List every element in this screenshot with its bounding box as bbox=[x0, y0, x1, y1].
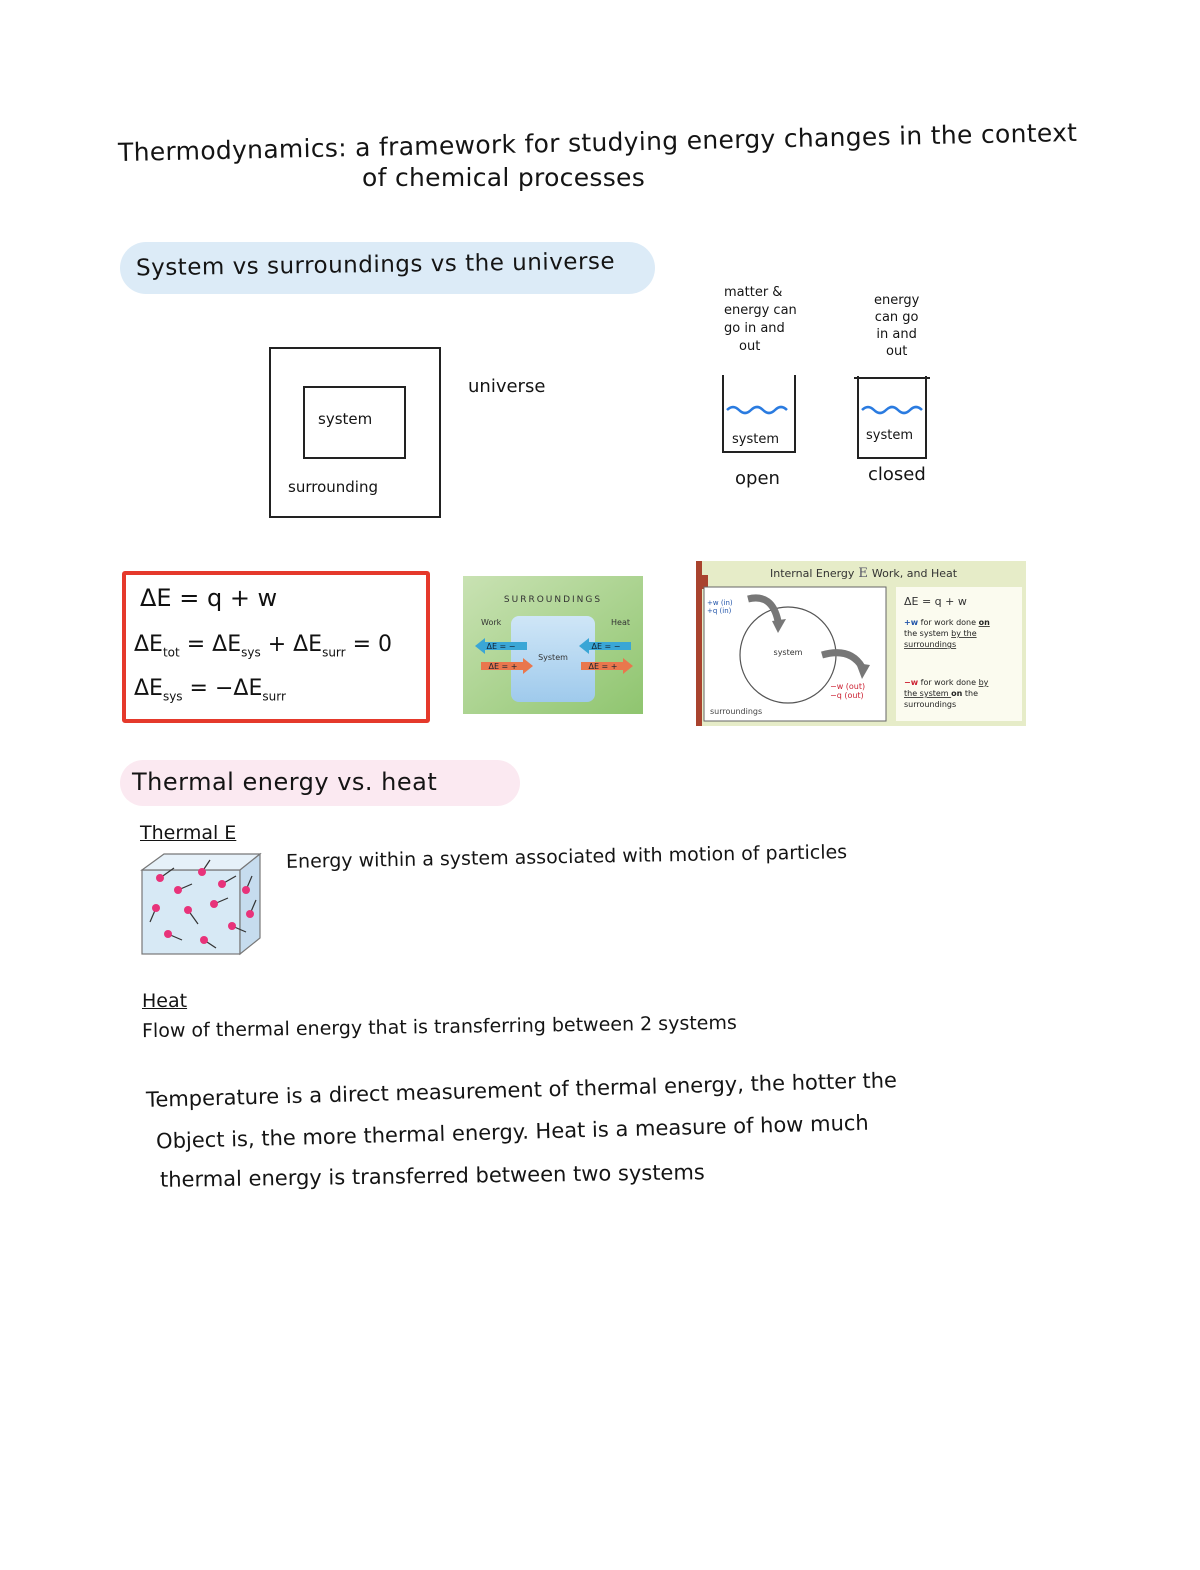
section-heading-thermal: Thermal energy vs. heat bbox=[132, 768, 438, 796]
ie-positive-line1 bbox=[904, 618, 990, 627]
ie-text: by bbox=[978, 678, 989, 687]
closed-note-line: energy bbox=[874, 293, 920, 308]
ie-title-e: E bbox=[858, 566, 868, 581]
page-title: Thermodynamics: a framework for studying energy changes in the context bbox=[117, 117, 1078, 168]
ie-text: by the bbox=[951, 629, 977, 638]
closed-note-line: in and bbox=[876, 327, 917, 342]
ie-text: for work done bbox=[918, 618, 979, 627]
open-note-line: go in and bbox=[724, 321, 785, 336]
ie-title-part: Internal Energy bbox=[770, 567, 855, 580]
surrounding-label: surrounding bbox=[288, 478, 378, 496]
ie-out-w: −w (out) bbox=[830, 682, 866, 691]
eq-sub: tot bbox=[162, 645, 180, 660]
ie-surroundings: surroundings bbox=[710, 707, 763, 716]
eq-term: ΔE bbox=[134, 676, 163, 701]
ie-negative-line2 bbox=[904, 689, 978, 698]
ie-text: on bbox=[951, 689, 963, 698]
universe-label: universe bbox=[468, 376, 546, 397]
ie-text: the system bbox=[904, 689, 952, 698]
eq-term: ΔE bbox=[134, 632, 163, 657]
eq-sub: surr bbox=[262, 689, 286, 704]
surr-plus-left: ΔE = + bbox=[488, 662, 518, 671]
ie-pos-lead: +w bbox=[904, 618, 919, 627]
ie-positive-line2 bbox=[904, 629, 977, 638]
equation-sys-surr bbox=[134, 676, 286, 703]
open-note-line: out bbox=[739, 339, 761, 354]
eq-sub: sys bbox=[241, 645, 261, 660]
closed-note-line: out bbox=[886, 344, 908, 359]
ie-in-w: +w (in) bbox=[707, 599, 733, 607]
surr-system: System bbox=[538, 653, 568, 662]
surroundings-figure bbox=[463, 576, 643, 714]
eq-term: + ΔE bbox=[260, 632, 323, 657]
ie-title-part: Work, and Heat bbox=[871, 567, 958, 580]
ie-neg-lead: −w bbox=[904, 678, 919, 687]
section-heading-system: System vs surroundings vs the universe bbox=[135, 248, 616, 282]
closed-beaker bbox=[850, 370, 940, 465]
equation-first-law: ΔE = q + w bbox=[140, 584, 278, 612]
paragraph-line1: Temperature is a direct measurement of thermal energy, the hotter the bbox=[145, 1068, 898, 1112]
surr-work: Work bbox=[481, 618, 502, 627]
closed-caption: closed bbox=[868, 464, 926, 485]
eq-sub: surr bbox=[322, 645, 346, 660]
heat-label: Heat bbox=[142, 990, 188, 1012]
surr-minus-left: ΔE = − bbox=[486, 642, 516, 651]
open-note-line: energy can bbox=[724, 303, 797, 318]
equation-total bbox=[134, 632, 392, 659]
ie-text: the system bbox=[904, 629, 952, 638]
closed-note-line: can go bbox=[874, 310, 919, 325]
ie-system: system bbox=[773, 648, 803, 657]
ie-formula: ΔE = q + w bbox=[904, 595, 967, 608]
particle-cube bbox=[138, 850, 266, 958]
eq-term: = −ΔE bbox=[182, 676, 263, 701]
ie-negative-line3: surroundings bbox=[904, 700, 957, 709]
surr-heat: Heat bbox=[611, 618, 630, 627]
thermal-definition: Energy within a system associated with motion of particles bbox=[285, 841, 848, 873]
closed-note bbox=[874, 292, 919, 360]
eq-sub: sys bbox=[162, 689, 183, 704]
paragraph-line2: Object is, the more thermal energy. Heat is a measure of how much bbox=[155, 1110, 869, 1154]
ie-text: on bbox=[978, 618, 990, 627]
open-beaker-label: system bbox=[732, 432, 779, 447]
ie-title bbox=[770, 566, 958, 581]
ie-negative-line1 bbox=[904, 678, 989, 687]
open-note bbox=[724, 284, 797, 356]
eq-term: = 0 bbox=[345, 632, 393, 657]
surr-plus-right: ΔE = + bbox=[588, 662, 618, 671]
ie-in-q: +q (in) bbox=[707, 607, 732, 615]
surr-title: SURROUNDINGS bbox=[503, 595, 603, 605]
surr-minus-right: ΔE = − bbox=[591, 642, 621, 651]
eq-term: = ΔE bbox=[179, 632, 242, 657]
open-caption: open bbox=[735, 468, 780, 489]
ie-positive-line3: surroundings bbox=[904, 640, 957, 649]
page-title-line2: of chemical processes bbox=[362, 163, 646, 192]
closed-beaker-label: system bbox=[866, 428, 913, 443]
open-note-line: matter & bbox=[724, 285, 783, 300]
paragraph-line3: thermal energy is transferred between two systems bbox=[159, 1160, 705, 1192]
heat-definition: Flow of thermal energy that is transferring between 2 systems bbox=[141, 1011, 737, 1043]
internal-energy-figure bbox=[696, 561, 1026, 726]
ie-out-q: −q (out) bbox=[830, 691, 864, 700]
ie-text: for work done bbox=[918, 678, 979, 687]
thermal-label: Thermal E bbox=[140, 822, 237, 844]
ie-text: the bbox=[962, 689, 979, 698]
system-label: system bbox=[318, 410, 373, 428]
